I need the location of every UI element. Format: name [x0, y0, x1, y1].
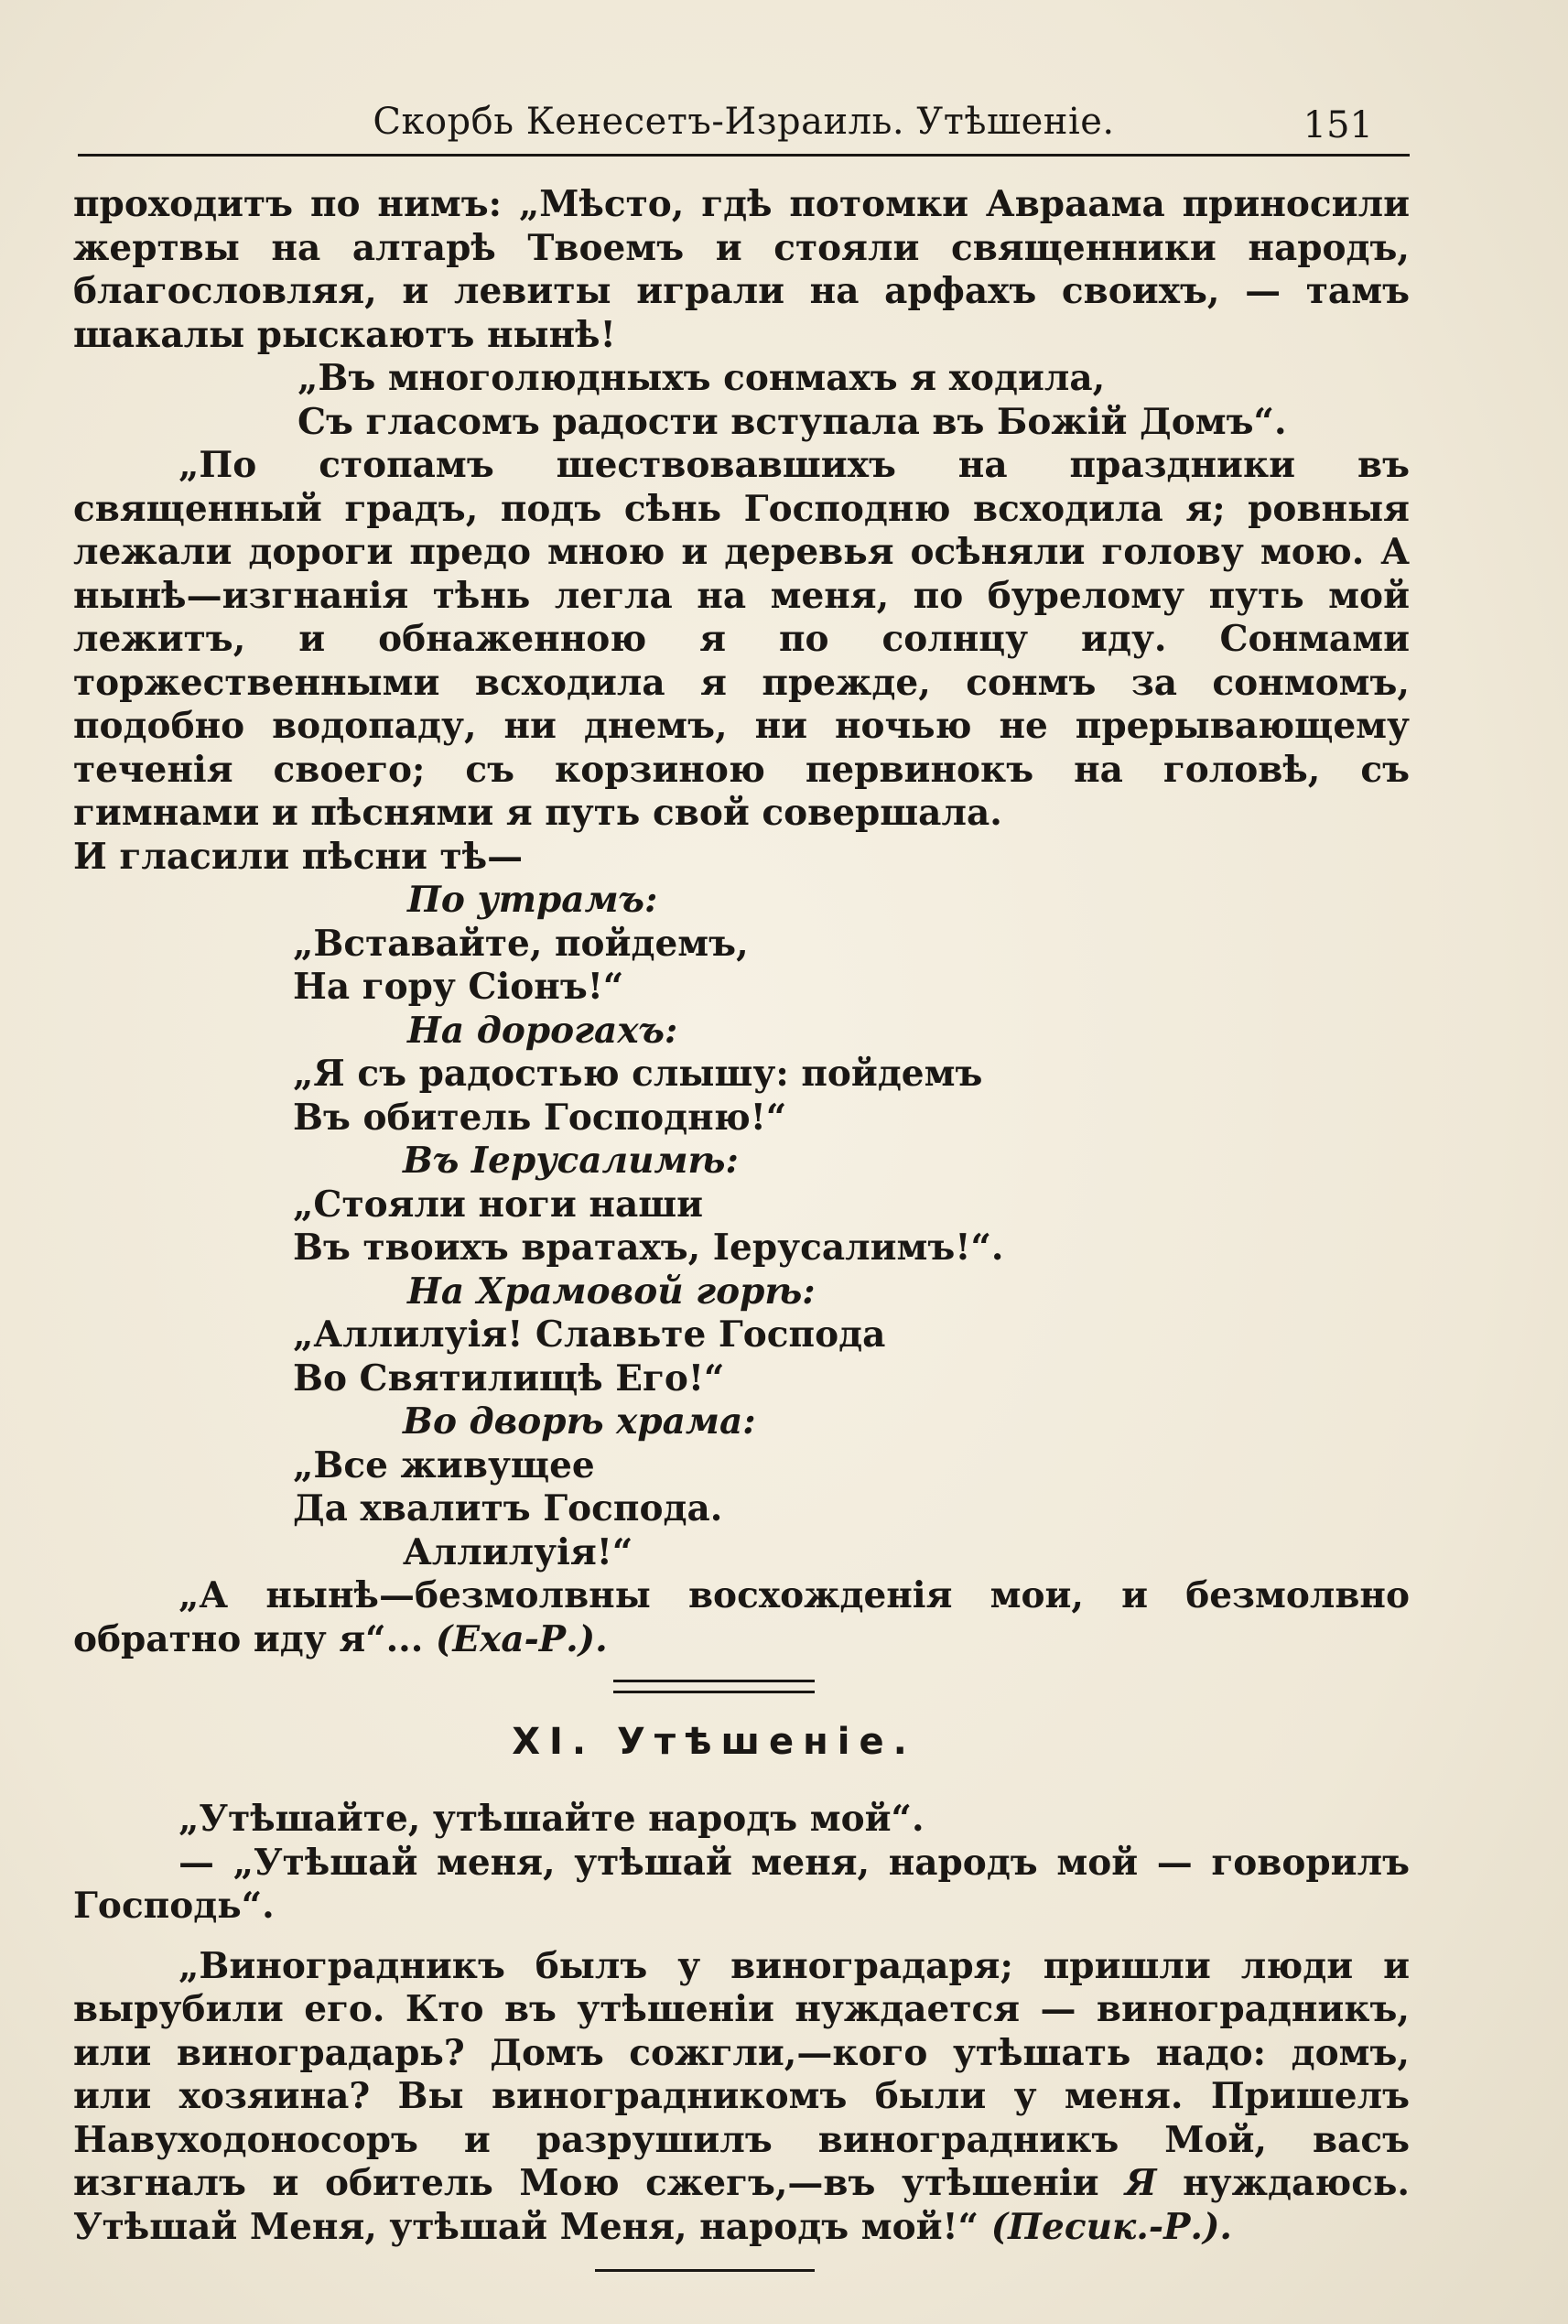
paragraph-3	[73, 1945, 1410, 2250]
song-line-1-1: „Вставайте, пойдемъ,	[293, 922, 749, 965]
quote-line-1: „Въ многолюдныхъ сонмахъ я ходила,	[297, 357, 1106, 399]
page-body	[73, 183, 1410, 2272]
running-title: Скорбь Кенесетъ-Израиль. Утѣшеніе.	[373, 101, 1115, 143]
song-line-3-2: Въ твоихъ вратахъ, Іерусалимъ!“.	[293, 1227, 1004, 1269]
page-number: 151	[1303, 104, 1373, 146]
closing-text: „А нынѣ—безмолвны восхожденія мои, и безмолвно обратно иду я“...	[73, 1574, 1410, 1660]
section-title: XI. Утѣшеніе.	[512, 1721, 916, 1763]
song	[73, 879, 1410, 1574]
end-rule	[595, 2269, 815, 2272]
song-line-2-1: „Я съ радостью слышу: пойдемъ	[293, 1053, 983, 1095]
song-line-4-1: „Аллилуія! Славьте Господа	[293, 1313, 886, 1356]
song-line-2-2: Въ обитель Господню!“	[293, 1096, 787, 1139]
running-header	[78, 101, 1410, 157]
closing-paragraph	[73, 1574, 1410, 1661]
song-line-3-1: „Стояли ноги наши	[293, 1183, 704, 1226]
song-stage-2: На дорогахъ:	[407, 1009, 678, 1052]
paragraph-3-italic: Я	[1125, 2162, 1157, 2204]
section-divider	[613, 1680, 815, 1693]
song-final: Аллилуія!“	[403, 1530, 633, 1573]
quote-line-2: Съ гласомъ радости вступала въ Божій Домъ“.	[297, 400, 1287, 443]
paragraph-1: проходитъ по нимъ: „Мѣсто, гдѣ потомки Авраама приносили жертвы на алтарѣ Твоемъ и стояли священники народъ, благословляя, и левиты играли на арфахъ своихъ, — тамъ шакалы рыскаютъ нынѣ!	[73, 183, 1410, 356]
paragraph-2-end: И гласили пѣсни тѣ—	[73, 835, 524, 878]
song-line-5-1: „Все живущее	[293, 1443, 595, 1486]
section-line-1: „Утѣшайте, утѣшайте народъ мой“.	[178, 1798, 925, 1840]
song-stage-1: По утрамъ:	[407, 879, 658, 921]
song-stage-3: Въ Іерусалимѣ:	[403, 1140, 739, 1182]
paragraph-3-source: (Песик.-Р.).	[990, 2205, 1233, 2248]
paragraph-3-text: „Виноградникъ былъ у виноградаря; пришли люди и вырубили его. Кто въ утѣшеніи нуждается — виноградникъ, или виноградарь? Домъ сожгли,—кого утѣшать надо: домъ, или хозяина? Вы виноградникомъ были у меня. Пришелъ Навуходоносоръ и разрушилъ виноградникъ Мой, васъ изгналъ и обитель Мою сжегъ,—въ утѣшеніи	[73, 1944, 1410, 2204]
song-line-5-2: Да хвалитъ Господа.	[293, 1487, 723, 1530]
paragraph-3-rest: нуждаюсь. Утѣшай Меня, утѣшай Меня, народъ мой!“	[73, 2162, 1411, 2248]
paragraph-2: „По стопамъ шествовавшихъ на праздники въ священный градъ, подъ сѣнь Господню всходила я; ровныя лежали дороги предо мною и деревья осѣняли голову мою. А нынѣ—изгнанія тѣнь легла на меня, по бурелому путь мой лежитъ, и обнаженною я по солнцу иду. Сонмами торжественными всходила я прежде, сонмъ за сонмомъ, подобно водопаду, ни днемъ, ни ночью не прерывающему теченія своего; съ корзиною первинокъ на головѣ, съ гимнами и пѣснями я путь свой совершала.	[73, 444, 1410, 834]
song-line-1-2: На гору Сіонъ!“	[293, 966, 624, 1008]
song-stage-4: На Храмовой горѣ:	[407, 1270, 816, 1313]
song-line-4-2: Во Святилищѣ Его!“	[293, 1357, 725, 1400]
song-stage-5: Во дворѣ храма:	[403, 1400, 756, 1443]
closing-source: (Еха-Р.).	[435, 1617, 608, 1660]
section-line-2: — „Утѣшай меня, утѣшай меня, народъ мой — говорилъ Господь“.	[73, 1841, 1410, 1927]
header-rule	[78, 154, 1410, 157]
